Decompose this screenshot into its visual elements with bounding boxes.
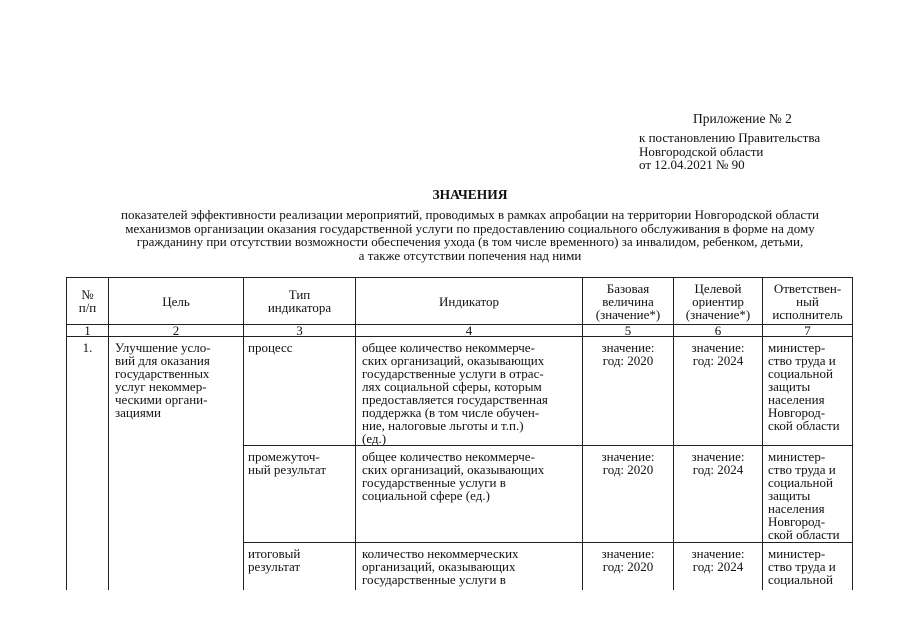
base-value-cell: значение: год: 2020 (583, 446, 674, 543)
header-number: № п/п (67, 278, 109, 325)
column-number: 4 (356, 325, 583, 337)
table-header-row (67, 278, 853, 325)
decree-line: к постановлению Правительства (639, 130, 821, 145)
responsible-cell: министер- ство труда и социальной защиты населения Новгород- ской области (763, 446, 853, 543)
indicator-cell: количество некоммерческих организаций, оказывающих государственные услуги в (356, 543, 583, 591)
goal-cell: Улучшение усло- вий для оказания государственных услуг некоммер- ческими органи- зациями (109, 337, 244, 591)
indicators-table (66, 277, 853, 590)
subtitle-line: гражданину при отсутствии возможности обеспечения ухода (в том числе временного) за инвалидом, ребенком, детьми, (136, 234, 804, 249)
indicator-type-cell: итоговый результат (244, 543, 356, 591)
indicator-type-cell: промежуточ- ный результат (244, 446, 356, 543)
subtitle-line: механизмов организации оказания государственной услуги по предоставлению социального обслуживания в форме на дому (125, 220, 815, 236)
indicator-cell: общее количество некоммерче- ских организаций, оказывающих государственные услуги в социальной сфере (ед.) (356, 446, 583, 543)
appendix-label: Приложение № 2 (693, 111, 792, 126)
header-indicator-type: Тип индикатора (244, 278, 356, 325)
subtitle-line: показателей эффективности реализации мероприятий, проводимых в рамках апробации на территории Новгородской области (121, 207, 819, 222)
header-target: Целевой ориентир (значение*) (674, 278, 763, 325)
column-number: 7 (763, 325, 853, 337)
target-cell: значение: год: 2024 (674, 337, 763, 446)
header-goal: Цель (109, 278, 244, 325)
decree-line: Новгородской области (639, 143, 764, 159)
indicator-cell: общее количество некоммерче- ских организаций, оказывающих государственные услуги в отрас- лях социальной сферы, которым предоставляется государственная поддержка (в том числе обучен- ние, налоговые льготы и т.п.) (ед.) (356, 337, 583, 446)
table-row (67, 337, 853, 446)
base-value-cell: значение: год: 2020 (583, 543, 674, 591)
indicator-type-cell: процесс (244, 337, 356, 446)
target-cell: значение: год: 2024 (674, 446, 763, 543)
document-title: ЗНАЧЕНИЯ (432, 187, 508, 202)
responsible-cell: министер- ство труда и социальной (763, 543, 853, 591)
column-number: 1 (67, 325, 109, 337)
header-base-value: Базовая величина (значение*) (583, 278, 674, 325)
column-number-row (67, 325, 853, 337)
decree-line: от 12.04.2021 № 90 (639, 157, 745, 172)
column-number: 2 (109, 325, 244, 337)
row-number: 1. (67, 337, 109, 591)
header-indicator: Индикатор (356, 278, 583, 325)
subtitle-line: а также отсутствии попечения над ними (358, 247, 582, 263)
header-responsible: Ответствен- ный исполнитель (763, 278, 853, 325)
column-number: 5 (583, 325, 674, 337)
responsible-cell: министер- ство труда и социальной защиты населения Новгород- ской области (763, 337, 853, 446)
base-value-cell: значение: год: 2020 (583, 337, 674, 446)
column-number: 6 (674, 325, 763, 337)
column-number: 3 (244, 325, 356, 337)
target-cell: значение: год: 2024 (674, 543, 763, 591)
